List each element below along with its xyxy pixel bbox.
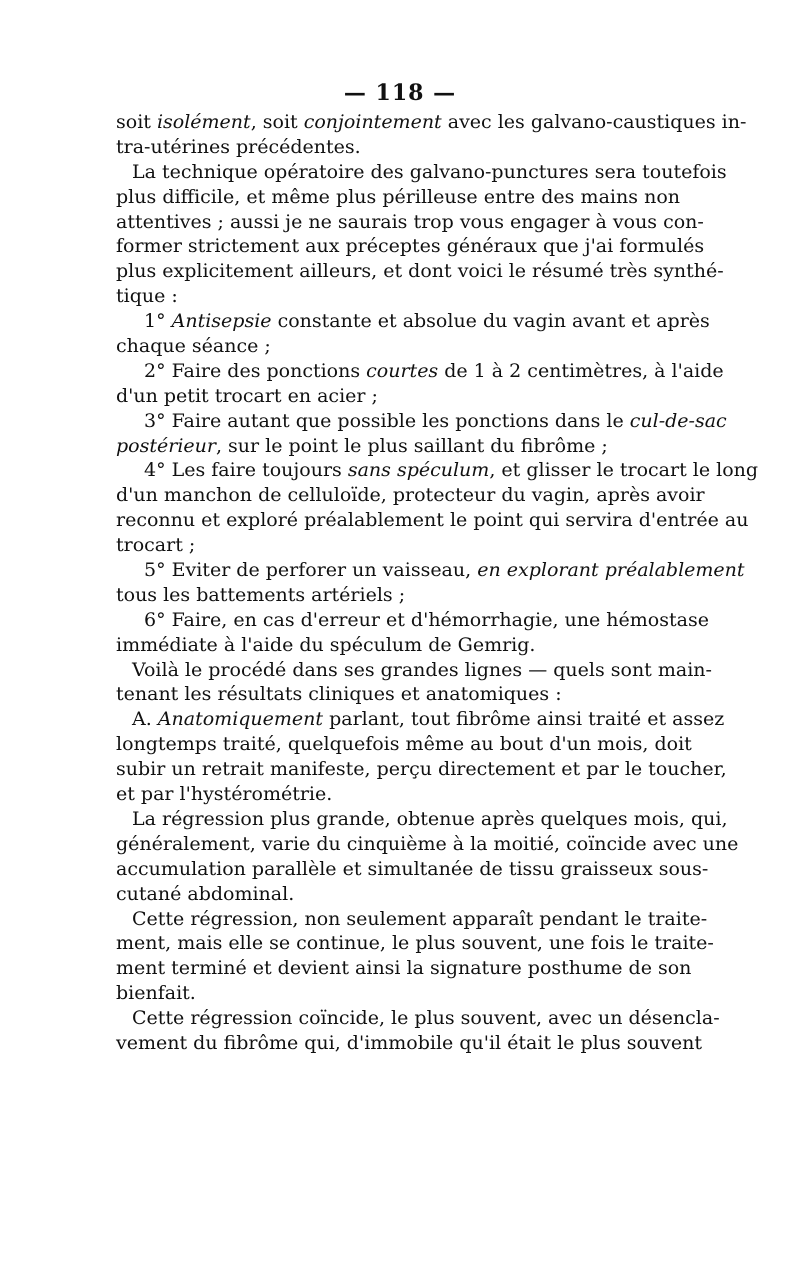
text-line: Voilà le procédé dans ses grandes lignes — quels sont main- xyxy=(132,658,712,681)
text-line: La technique opératoire des galvano-punctures sera toutefois xyxy=(132,160,727,183)
body-text xyxy=(116,110,759,1056)
text-line: ment, mais elle se continue, le plus souvent, une fois le traite- xyxy=(116,932,714,955)
text-line: immédiate à l'aide du spéculum de Gemrig. xyxy=(116,633,536,656)
text-line: postérieur, sur le point le plus saillant du fibrôme ; xyxy=(116,434,608,457)
text-line: 1° Antisepsie constante et absolue du vagin avant et après xyxy=(144,310,710,333)
text-line: tenant les résultats cliniques et anatomiques : xyxy=(116,683,562,706)
page-number: — 118 — xyxy=(343,80,457,106)
text-line: tique : xyxy=(116,285,178,308)
text-line: tra-utérines précédentes. xyxy=(116,135,361,158)
text-line: plus explicitement ailleurs, et dont voici le résumé très synthé- xyxy=(116,260,724,283)
text-line: tous les battements artériels ; xyxy=(116,583,406,606)
text-line: d'un petit trocart en acier ; xyxy=(116,384,378,407)
text-line: 2° Faire des ponctions courtes de 1 à 2 centimètres, à l'aide xyxy=(144,359,724,382)
text-line: vement du fibrôme qui, d'immobile qu'il était le plus souvent xyxy=(116,1031,703,1054)
text-line: 6° Faire, en cas d'erreur et d'hémorrhagie, une hémostase xyxy=(144,608,709,631)
text-line: bienfait. xyxy=(116,982,196,1005)
text-line: subir un retrait manifeste, perçu directement et par le toucher, xyxy=(116,758,727,781)
text-line: d'un manchon de celluloïde, protecteur du vagin, après avoir xyxy=(116,484,705,507)
text-line: trocart ; xyxy=(116,534,196,557)
text-line: La régression plus grande, obtenue après quelques mois, qui, xyxy=(132,807,728,830)
text-line: cutané abdominal. xyxy=(116,882,295,905)
text-line: et par l'hystérométrie. xyxy=(116,783,333,806)
text-line: 5° Eviter de perforer un vaisseau, en explorant préalablement xyxy=(144,559,745,582)
text-line: 3° Faire autant que possible les ponctions dans le cul-de-sac xyxy=(144,409,727,432)
text-line: attentives ; aussi je ne saurais trop vous engager à vous con- xyxy=(116,210,704,233)
text-line: généralement, varie du cinquième à la moitié, coïncide avec une xyxy=(116,832,739,855)
text-line: longtemps traité, quelquefois même au bout d'un mois, doit xyxy=(116,733,692,756)
text-line: former strictement aux préceptes généraux que j'ai formulés xyxy=(116,235,705,258)
text-line: soit isolément, soit conjointement avec les galvano-caustiques in- xyxy=(116,111,747,133)
text-line: plus difficile, et même plus périlleuse entre des mains non xyxy=(116,185,680,208)
text-line: Cette régression coïncide, le plus souvent, avec un désencla- xyxy=(132,1007,720,1030)
text-line: reconnu et exploré préalablement le point qui servira d'entrée au xyxy=(116,509,749,532)
text-line: ment terminé et devient ainsi la signature posthume de son xyxy=(116,957,692,980)
text-line: Cette régression, non seulement apparaît pendant le traite- xyxy=(132,907,708,930)
text-line: chaque séance ; xyxy=(116,335,271,358)
text-line: A. Anatomiquement parlant, tout fibrôme ainsi traité et assez xyxy=(132,708,725,731)
text-line: accumulation parallèle et simultanée de tissu graisseux sous- xyxy=(116,857,709,880)
text-line: 4° Les faire toujours sans spéculum, et glisser le trocart le long xyxy=(144,459,759,482)
